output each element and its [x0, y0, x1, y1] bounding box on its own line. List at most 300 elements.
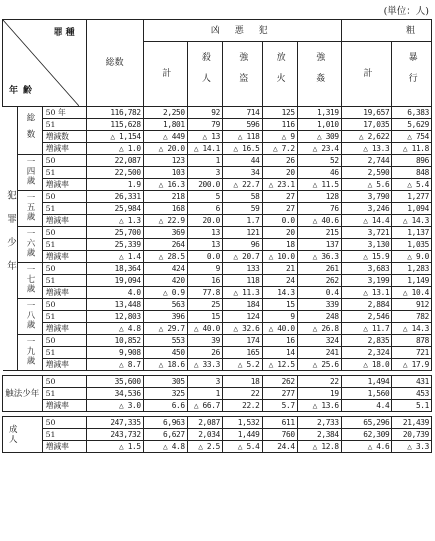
data-cell: 21,439 [392, 417, 432, 429]
data-cell: △ 23.4 [297, 143, 341, 155]
row-label: 増減率 [42, 287, 86, 299]
data-cell: 103 [143, 167, 187, 179]
data-cell: 596 [222, 119, 262, 131]
data-cell: 760 [262, 429, 297, 441]
data-cell: 2,835 [341, 335, 392, 347]
data-cell: △ 18.0 [341, 359, 392, 371]
data-cell: 0.0 [262, 215, 297, 227]
data-cell: 25 [187, 299, 222, 311]
data-cell: △ 15.9 [341, 251, 392, 263]
table-row [3, 167, 432, 179]
table-row [3, 131, 432, 143]
data-cell: △ 14.4 [341, 215, 392, 227]
data-cell: 15 [187, 311, 222, 323]
data-cell: △ 14.1 [187, 143, 222, 155]
data-cell: △ 13.3 [341, 143, 392, 155]
data-cell: 1,137 [392, 227, 432, 239]
data-cell: 19,094 [86, 275, 143, 287]
data-cell: △ 5.4 [392, 179, 432, 191]
data-cell: △ 1.5 [86, 441, 143, 453]
table-row [3, 107, 432, 119]
data-cell: 27 [262, 203, 297, 215]
data-cell: 20 [262, 167, 297, 179]
data-cell: △ 2,622 [341, 131, 392, 143]
data-cell: △ 10.0 [262, 251, 297, 263]
data-cell: △ 18.6 [143, 359, 187, 371]
table-row [3, 388, 432, 400]
data-cell: 3,790 [341, 191, 392, 203]
data-cell: 2,087 [187, 417, 222, 429]
data-cell: 165 [222, 347, 262, 359]
data-cell: 25,700 [86, 227, 143, 239]
data-cell: 325 [143, 388, 187, 400]
data-cell: 22,087 [86, 155, 143, 167]
data-cell: △ 22.7 [222, 179, 262, 191]
data-cell: 77.8 [187, 287, 222, 299]
data-cell: △ 1.0 [86, 143, 143, 155]
table-row [3, 441, 432, 453]
data-cell: 184 [222, 299, 262, 311]
row-label: 50 [42, 227, 86, 239]
row-label: 51 [42, 311, 86, 323]
data-cell: 65,296 [341, 417, 392, 429]
data-cell: 16 [262, 335, 297, 347]
data-cell: 1 [187, 388, 222, 400]
row-label: 51 [42, 347, 86, 359]
data-cell: 26 [187, 347, 222, 359]
data-cell: △ 36.3 [297, 251, 341, 263]
data-cell: 24 [262, 275, 297, 287]
juvenile-label: 犯罪少年 [4, 190, 16, 284]
row-label: 51 [42, 388, 86, 400]
data-cell: 14.3 [262, 287, 297, 299]
data-cell: 3,130 [341, 239, 392, 251]
table-row [3, 215, 432, 227]
data-cell: △ 4.8 [143, 441, 187, 453]
data-cell: 218 [143, 191, 187, 203]
data-cell: △ 11.5 [297, 179, 341, 191]
data-cell: △ 25.6 [297, 359, 341, 371]
data-cell: 1,494 [341, 376, 392, 388]
data-cell: 2,250 [143, 107, 187, 119]
data-cell: △ 5.2 [222, 359, 262, 371]
data-cell: △ 26.8 [297, 323, 341, 335]
data-cell: 264 [143, 239, 187, 251]
data-cell: 92 [187, 107, 222, 119]
section-label: 触法少年 [3, 376, 43, 412]
data-cell: △ 20.7 [222, 251, 262, 263]
data-cell: 116,782 [86, 107, 143, 119]
data-cell: 22 [297, 376, 341, 388]
data-cell: 5 [187, 191, 222, 203]
data-cell: 3 [187, 376, 222, 388]
data-cell: 1,801 [143, 119, 187, 131]
data-cell: △ 20.0 [143, 143, 187, 155]
data-cell: △ 12.5 [262, 359, 297, 371]
data-cell: 5.1 [392, 400, 432, 412]
row-label: 増減率 [42, 215, 86, 227]
data-cell: △ 11.7 [341, 323, 392, 335]
data-cell: 58 [222, 191, 262, 203]
row-label: 増減率 [42, 441, 86, 453]
data-cell: △ 754 [392, 131, 432, 143]
data-cell: 19,657 [341, 107, 392, 119]
data-cell: △ 4.6 [341, 441, 392, 453]
table-row [3, 359, 432, 371]
data-cell: △ 11.3 [222, 287, 262, 299]
data-cell: 714 [222, 107, 262, 119]
data-cell: △ 7.2 [262, 143, 297, 155]
data-cell: 22,500 [86, 167, 143, 179]
data-cell: 115,628 [86, 119, 143, 131]
data-cell: 1,449 [222, 429, 262, 441]
data-cell: 1.7 [222, 215, 262, 227]
data-cell: 247,335 [86, 417, 143, 429]
data-cell: △ 32.6 [222, 323, 262, 335]
data-cell: △ 1.4 [86, 251, 143, 263]
data-cell: 3,683 [341, 263, 392, 275]
data-cell: 450 [143, 347, 187, 359]
table-row [3, 347, 432, 359]
data-cell: 9 [262, 311, 297, 323]
row-label: 増減率 [42, 359, 86, 371]
data-cell: 125 [262, 107, 297, 119]
data-cell: 25,984 [86, 203, 143, 215]
row-label: 50 [42, 417, 86, 429]
data-cell: 553 [143, 335, 187, 347]
data-cell: △ 10.4 [392, 287, 432, 299]
data-cell: 248 [297, 311, 341, 323]
data-cell: 2,324 [341, 347, 392, 359]
data-cell: 26 [262, 155, 297, 167]
row-label: 50 [42, 335, 86, 347]
row-label: 増減率 [42, 251, 86, 263]
section-label: 一六歳 [18, 227, 42, 263]
section-label: 一八歳 [18, 299, 42, 335]
section-label: 一四歳 [18, 155, 42, 191]
row-label: 増減率 [42, 179, 86, 191]
data-cell: 2,590 [341, 167, 392, 179]
data-cell: 396 [143, 311, 187, 323]
data-cell: 137 [297, 239, 341, 251]
row-label: 50 年 [42, 107, 86, 119]
row-label: 50 [42, 263, 86, 275]
col-rape: 強姦 [297, 42, 341, 107]
data-cell: △ 14.3 [392, 323, 432, 335]
table-row [3, 251, 432, 263]
data-cell: 2,384 [297, 429, 341, 441]
data-cell: △ 309 [297, 131, 341, 143]
data-cell: 4.0 [86, 287, 143, 299]
data-cell: 59 [222, 203, 262, 215]
data-cell: 14 [262, 347, 297, 359]
data-cell: 6,383 [392, 107, 432, 119]
table-row [3, 203, 432, 215]
table-row [3, 227, 432, 239]
col-heinous-total: 計 [143, 42, 187, 107]
data-cell: 18,364 [86, 263, 143, 275]
data-cell: 261 [297, 263, 341, 275]
data-cell: 26,331 [86, 191, 143, 203]
data-cell: 0.4 [297, 287, 341, 299]
data-cell: 1,532 [222, 417, 262, 429]
col-assault: 暴行 [392, 42, 432, 107]
table-body [3, 107, 432, 453]
data-cell: 0.0 [187, 251, 222, 263]
data-cell: 1 [187, 155, 222, 167]
data-cell: 121 [222, 227, 262, 239]
data-cell: 782 [392, 311, 432, 323]
data-cell: 46 [297, 167, 341, 179]
data-cell: 563 [143, 299, 187, 311]
row-label: 50 [42, 376, 86, 388]
data-cell: △ 1.3 [86, 215, 143, 227]
row-label: 50 [42, 155, 86, 167]
corner-age-label: 年齢 [9, 86, 38, 96]
data-cell: △ 22.9 [143, 215, 187, 227]
data-cell: △ 13 [187, 131, 222, 143]
data-cell: △ 0.9 [143, 287, 187, 299]
data-cell: 13,448 [86, 299, 143, 311]
row-label: 51 [42, 167, 86, 179]
table-row [3, 323, 432, 335]
data-cell: 305 [143, 376, 187, 388]
data-cell: 721 [392, 347, 432, 359]
data-cell: 611 [262, 417, 297, 429]
data-cell: 1,319 [297, 107, 341, 119]
data-cell: 20,739 [392, 429, 432, 441]
data-cell: △ 2.5 [187, 441, 222, 453]
data-cell: 1,277 [392, 191, 432, 203]
data-cell: 12,803 [86, 311, 143, 323]
data-cell: △ 5.4 [222, 441, 262, 453]
table-row [3, 376, 432, 388]
data-cell: △ 40.0 [262, 323, 297, 335]
data-cell: 174 [222, 335, 262, 347]
table-row [3, 179, 432, 191]
row-label: 増減率 [42, 143, 86, 155]
data-cell: 123 [143, 155, 187, 167]
data-cell: 1,283 [392, 263, 432, 275]
data-cell: 2,884 [341, 299, 392, 311]
data-cell: 35,600 [86, 376, 143, 388]
data-cell: 21 [262, 263, 297, 275]
data-cell: 1,560 [341, 388, 392, 400]
data-cell: 62,309 [341, 429, 392, 441]
section-label: 成人 [3, 417, 43, 453]
data-cell: △ 3.3 [392, 441, 432, 453]
data-cell: 453 [392, 388, 432, 400]
section-label: 一五歳 [18, 191, 42, 227]
data-cell: 20.0 [187, 215, 222, 227]
data-cell: 3,246 [341, 203, 392, 215]
data-cell: 133 [222, 263, 262, 275]
table-row [3, 191, 432, 203]
data-cell: 24.4 [262, 441, 297, 453]
data-cell: 424 [143, 263, 187, 275]
data-cell: 27 [262, 191, 297, 203]
data-cell: △ 13.6 [297, 400, 341, 412]
data-cell: 10,852 [86, 335, 143, 347]
data-cell: 19 [297, 388, 341, 400]
data-cell: 3,721 [341, 227, 392, 239]
data-cell: 2,034 [187, 429, 222, 441]
data-cell: 200.0 [187, 179, 222, 191]
data-cell: 6 [187, 203, 222, 215]
data-cell: 277 [262, 388, 297, 400]
data-cell: 25,339 [86, 239, 143, 251]
table-row [3, 119, 432, 131]
data-cell: 168 [143, 203, 187, 215]
data-cell: 1,035 [392, 239, 432, 251]
data-cell: 3,199 [341, 275, 392, 287]
table-row [3, 429, 432, 441]
data-cell: 22 [222, 388, 262, 400]
data-cell: △ 33.3 [187, 359, 222, 371]
data-cell: 241 [297, 347, 341, 359]
data-cell: △ 16.5 [222, 143, 262, 155]
data-cell: 34 [222, 167, 262, 179]
table-row [3, 335, 432, 347]
table-row [3, 143, 432, 155]
col-total: 総数 [86, 20, 143, 107]
data-cell: 9 [187, 263, 222, 275]
data-cell: 18 [262, 239, 297, 251]
table-row [3, 287, 432, 299]
data-cell: 896 [392, 155, 432, 167]
data-cell: 262 [262, 376, 297, 388]
data-cell: 369 [143, 227, 187, 239]
table-row [3, 417, 432, 429]
section-label: 一九歳 [18, 335, 42, 371]
data-cell: △ 17.9 [392, 359, 432, 371]
data-cell: 848 [392, 167, 432, 179]
data-cell: △ 9.0 [392, 251, 432, 263]
data-cell: 116 [262, 119, 297, 131]
row-label: 51 [42, 119, 86, 131]
data-cell: 6.6 [143, 400, 187, 412]
data-cell: △ 118 [222, 131, 262, 143]
table-row [3, 263, 432, 275]
data-cell: △ 1,154 [86, 131, 143, 143]
row-label: 51 [42, 239, 86, 251]
data-cell: 1,010 [297, 119, 341, 131]
data-cell: 128 [297, 191, 341, 203]
data-cell: 324 [297, 335, 341, 347]
data-cell: △ 4.8 [86, 323, 143, 335]
data-cell: △ 3.0 [86, 400, 143, 412]
data-cell: 262 [297, 275, 341, 287]
data-cell: 15 [262, 299, 297, 311]
data-cell: 52 [297, 155, 341, 167]
data-cell: 1,094 [392, 203, 432, 215]
data-cell: 22.2 [222, 400, 262, 412]
table-row [3, 311, 432, 323]
col-robbery: 強盗 [222, 42, 262, 107]
data-cell: △ 28.5 [143, 251, 187, 263]
data-cell: △ 11.8 [392, 143, 432, 155]
section-label: 総数 [18, 107, 42, 155]
data-cell: 215 [297, 227, 341, 239]
data-cell: 13 [187, 227, 222, 239]
data-cell: 118 [222, 275, 262, 287]
data-cell: 79 [187, 119, 222, 131]
data-cell: 2,546 [341, 311, 392, 323]
col-murder: 殺人 [187, 42, 222, 107]
data-cell: 339 [297, 299, 341, 311]
table-row [3, 239, 432, 251]
data-cell: 76 [297, 203, 341, 215]
data-cell: △ 23.1 [262, 179, 297, 191]
data-cell: 1.9 [86, 179, 143, 191]
data-cell: △ 29.7 [143, 323, 187, 335]
data-cell: △ 9 [262, 131, 297, 143]
table-row [3, 275, 432, 287]
data-cell: 9,908 [86, 347, 143, 359]
group-violent: 粗 [341, 20, 431, 42]
table-row [3, 400, 432, 412]
data-cell: 17,035 [341, 119, 392, 131]
unit-label: (単位：人) [383, 6, 429, 17]
data-cell: △ 40.0 [187, 323, 222, 335]
corner-cell [3, 20, 87, 107]
group-heinous: 凶 悪 犯 [143, 20, 341, 42]
data-cell: 1,149 [392, 275, 432, 287]
data-cell: 18 [222, 376, 262, 388]
data-cell: 13 [187, 239, 222, 251]
data-cell: 878 [392, 335, 432, 347]
data-cell: 420 [143, 275, 187, 287]
col-arson: 放火 [262, 42, 297, 107]
row-label: 増減率 [42, 400, 86, 412]
row-label: 50 [42, 191, 86, 203]
data-cell: 16 [187, 275, 222, 287]
data-cell: 44 [222, 155, 262, 167]
data-cell: 2,744 [341, 155, 392, 167]
data-cell: 39 [187, 335, 222, 347]
row-label: 増減数 [42, 131, 86, 143]
data-cell: 912 [392, 299, 432, 311]
data-cell: 6,963 [143, 417, 187, 429]
data-cell: 34,536 [86, 388, 143, 400]
row-label: 増減率 [42, 323, 86, 335]
col-violent-total: 計 [341, 42, 392, 107]
data-cell: 124 [222, 311, 262, 323]
table-row [3, 155, 432, 167]
row-label: 51 [42, 203, 86, 215]
row-label: 51 [42, 275, 86, 287]
data-cell: 431 [392, 376, 432, 388]
data-cell: 243,732 [86, 429, 143, 441]
data-cell: △ 66.7 [187, 400, 222, 412]
data-cell: △ 449 [143, 131, 187, 143]
data-cell: △ 14.3 [392, 215, 432, 227]
data-cell: 20 [262, 227, 297, 239]
data-cell: 96 [222, 239, 262, 251]
data-cell: △ 13.1 [341, 287, 392, 299]
data-cell: 5.7 [262, 400, 297, 412]
data-cell: 5,629 [392, 119, 432, 131]
data-cell: △ 40.6 [297, 215, 341, 227]
data-cell: 3 [187, 167, 222, 179]
data-cell: △ 12.8 [297, 441, 341, 453]
corner-crime-label: 罪種 [53, 28, 78, 38]
data-cell: 4.4 [341, 400, 392, 412]
data-cell: △ 5.6 [341, 179, 392, 191]
section-label: 一七歳 [18, 263, 42, 299]
data-cell: △ 8.7 [86, 359, 143, 371]
table-row [3, 299, 432, 311]
